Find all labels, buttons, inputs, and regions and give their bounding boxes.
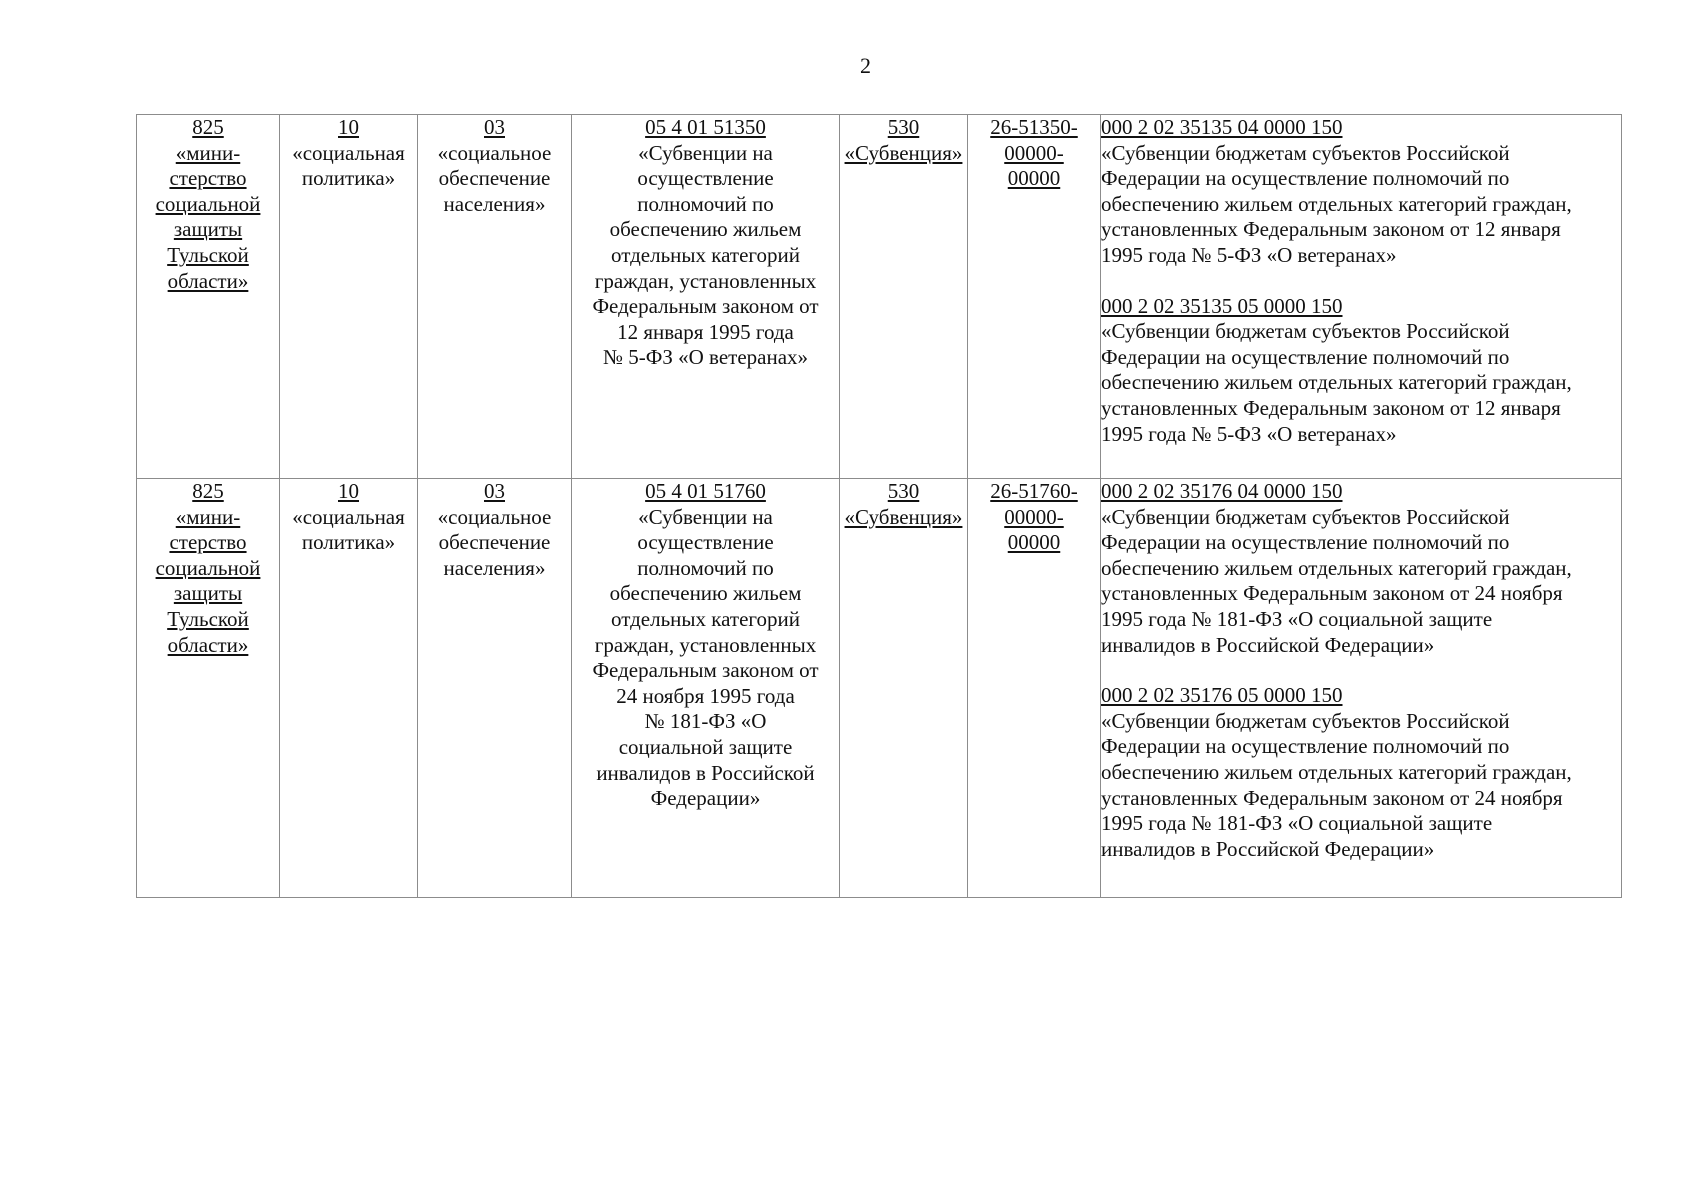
admin-name-line: социальной: [155, 555, 261, 580]
target-article-line: осуществление: [637, 166, 774, 191]
target-article-line: 24 ноября 1995 года: [616, 683, 795, 708]
subsection-name-line: обеспечение: [438, 530, 551, 555]
purpose-code-line: 26-51760-: [990, 479, 1078, 503]
target-article-line: Федерации»: [650, 786, 761, 811]
income-text-line: «Субвенции бюджетам субъектов Российской: [1101, 708, 1510, 733]
target-article-cell: [572, 115, 840, 479]
income-classification-cell: [1101, 115, 1622, 479]
subsection-code: 03: [484, 479, 505, 503]
purpose-code-line: 00000-: [1004, 140, 1064, 165]
income-text-line: Федерации на осуществление полномочий по: [1101, 166, 1510, 191]
admin-code: 825: [192, 479, 224, 503]
income-text-line: инвалидов в Российской Федерации»: [1101, 836, 1435, 861]
subsection-code: 03: [484, 115, 505, 139]
target-article-line: инвалидов в Российской: [596, 760, 815, 785]
subsection-cell: [418, 479, 572, 898]
income-text-line: обеспечению жильем отдельных категорий граждан,: [1101, 191, 1572, 216]
purpose-code-line: 00000: [1007, 530, 1061, 555]
admin-name-line: стерство: [169, 530, 247, 555]
target-article-line: граждан, установленных: [594, 268, 817, 293]
admin-name-line: «мини-: [175, 504, 241, 529]
section-name-line: «социальная: [292, 140, 405, 165]
admin-name-line: защиты: [173, 217, 243, 242]
income-text-line: установленных Федеральным законом от 12 января: [1101, 217, 1561, 242]
subsection-name-line: «социальное: [437, 140, 552, 165]
income-text-line: установленных Федеральным законом от 24 ноября: [1101, 785, 1563, 810]
admin-name-line: социальной: [155, 191, 261, 216]
income-text-line: установленных Федеральным законом от 24 ноября: [1101, 581, 1563, 606]
target-article-line: полномочий по: [637, 555, 774, 580]
subsection-cell: [418, 115, 572, 479]
income-text-line: 1995 года № 5-ФЗ «О ветеранах»: [1101, 421, 1397, 446]
income-text-line: Федерации на осуществление полномочий по: [1101, 734, 1510, 759]
expense-type-name: «Субвенция»: [844, 140, 963, 165]
target-article-line: обеспечению жильем: [609, 581, 802, 606]
admin-name-line: области»: [167, 268, 249, 293]
admin-cell: [137, 479, 280, 898]
target-article-line: 12 января 1995 года: [617, 319, 794, 344]
budget-classification-table: [136, 114, 1622, 898]
target-article-line: Федеральным законом от: [592, 294, 819, 319]
admin-name-line: Тульской: [167, 606, 249, 631]
purpose-code-line: 26-51350-: [990, 115, 1078, 139]
expense-type-code: 530: [887, 479, 920, 503]
target-article-code: 05 4 01 51760: [645, 479, 766, 503]
expense-type-code: 530: [887, 115, 920, 139]
target-article-line: № 181-ФЗ «О: [644, 709, 767, 734]
income-text-line: инвалидов в Российской Федерации»: [1101, 632, 1435, 657]
target-article-line: отдельных категорий: [610, 606, 800, 631]
expense-type-cell: [840, 115, 968, 479]
target-article-line: «Субвенции на: [638, 140, 773, 165]
section-name-line: политика»: [301, 530, 396, 555]
income-text-line: обеспечению жильем отдельных категорий граждан,: [1101, 370, 1572, 395]
income-text-line: обеспечению жильем отдельных категорий граждан,: [1101, 555, 1572, 580]
income-code: 000 2 02 35135 05 0000 150: [1101, 293, 1343, 318]
target-article-line: отдельных категорий: [610, 242, 800, 267]
target-article-line: граждан, установленных: [594, 632, 817, 657]
income-text-line: обеспечению жильем отдельных категорий граждан,: [1101, 759, 1572, 784]
subsection-name-line: обеспечение: [438, 166, 551, 191]
income-text-line: 1995 года № 181-ФЗ «О социальной защите: [1101, 811, 1493, 836]
income-text-line: Федерации на осуществление полномочий по: [1101, 344, 1510, 369]
purpose-code-cell: [968, 115, 1101, 479]
admin-cell: [137, 115, 280, 479]
target-article-line: обеспечению жильем: [609, 217, 802, 242]
section-code: 10: [338, 115, 359, 139]
target-article-line: полномочий по: [637, 191, 774, 216]
admin-code: 825: [192, 115, 224, 139]
subsection-name-line: населения»: [443, 191, 546, 216]
table-row: [137, 479, 1622, 898]
income-text-line: установленных Федеральным законом от 12 января: [1101, 395, 1561, 420]
purpose-code-line: 00000: [1007, 166, 1061, 191]
target-article-line: социальной защите: [618, 734, 793, 759]
subsection-name-line: населения»: [443, 555, 546, 580]
target-article-code: 05 4 01 51350: [645, 115, 766, 139]
purpose-code-cell: [968, 479, 1101, 898]
admin-name-line: Тульской: [167, 242, 249, 267]
expense-type-cell: [840, 479, 968, 898]
income-text-line: «Субвенции бюджетам субъектов Российской: [1101, 319, 1510, 344]
target-article-cell: [572, 479, 840, 898]
income-code: 000 2 02 35176 04 0000 150: [1101, 479, 1343, 503]
purpose-code-line: 00000-: [1004, 504, 1064, 529]
income-text-line: «Субвенции бюджетам субъектов Российской: [1101, 140, 1510, 165]
admin-name-line: области»: [167, 632, 249, 657]
income-code: 000 2 02 35135 04 0000 150: [1101, 115, 1343, 139]
target-article-line: Федеральным законом от: [592, 658, 819, 683]
section-cell: [280, 115, 418, 479]
income-code: 000 2 02 35176 05 0000 150: [1101, 683, 1343, 708]
income-classification-cell: [1101, 479, 1622, 898]
table-row: [137, 115, 1622, 479]
subsection-name-line: «социальное: [437, 504, 552, 529]
income-text-line: 1995 года № 5-ФЗ «О ветеранах»: [1101, 242, 1397, 267]
target-article-line: № 5-ФЗ «О ветеранах»: [602, 345, 809, 370]
admin-name-line: стерство: [169, 166, 247, 191]
expense-type-name: «Субвенция»: [844, 504, 963, 529]
income-text-line: 1995 года № 181-ФЗ «О социальной защите: [1101, 606, 1493, 631]
section-cell: [280, 479, 418, 898]
target-article-line: «Субвенции на: [638, 504, 773, 529]
section-code: 10: [338, 479, 359, 503]
section-name-line: политика»: [301, 166, 396, 191]
section-name-line: «социальная: [292, 504, 405, 529]
target-article-line: осуществление: [637, 530, 774, 555]
income-text-line: «Субвенции бюджетам субъектов Российской: [1101, 504, 1510, 529]
admin-name-line: защиты: [173, 581, 243, 606]
admin-name-line: «мини-: [175, 140, 241, 165]
page-number: 2: [860, 53, 871, 78]
income-text-line: Федерации на осуществление полномочий по: [1101, 530, 1510, 555]
